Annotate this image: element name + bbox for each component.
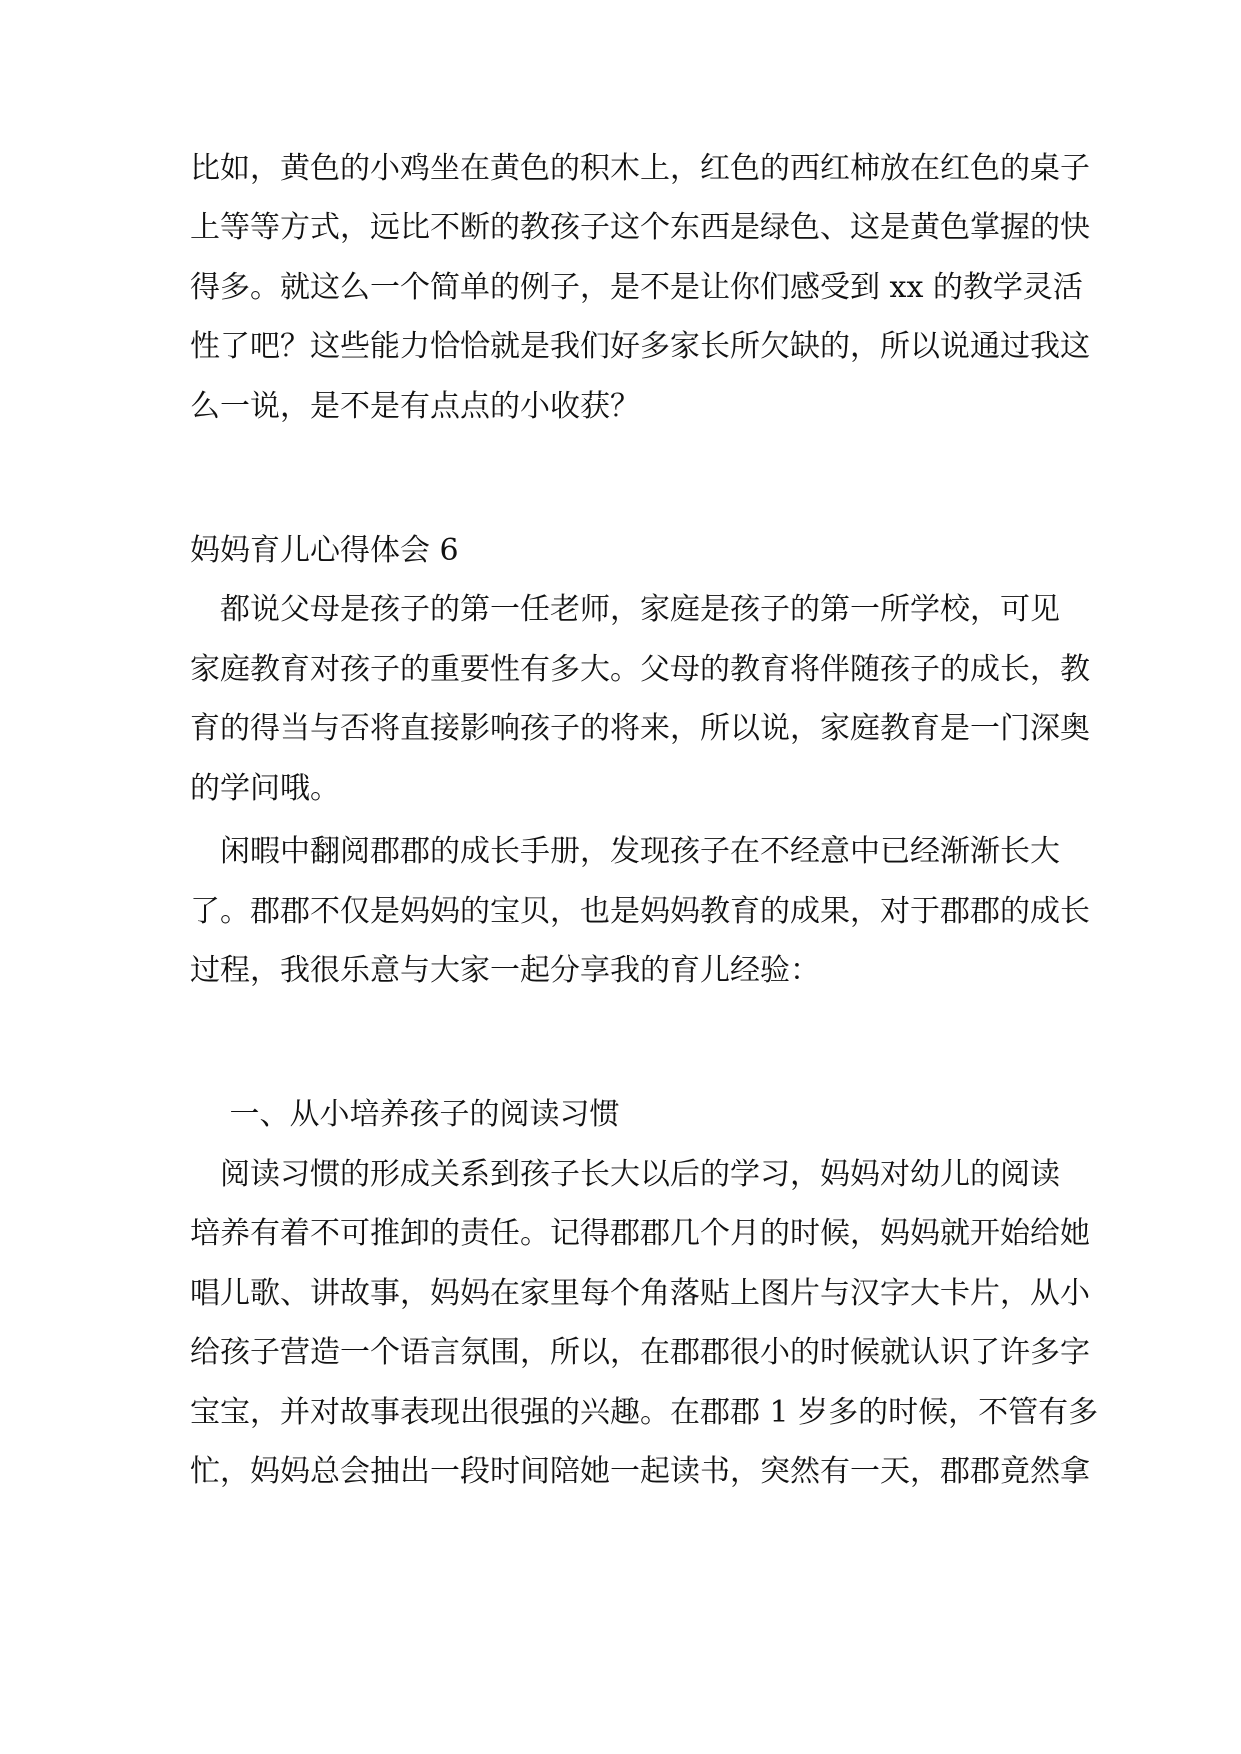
paragraph-1-line-1: 比如，黄色的小鸡坐在黄色的积木上，红色的西红柿放在红色的桌子 <box>190 151 1090 186</box>
paragraph-2-line-3: 育的得当与否将直接影响孩子的将来，所以说，家庭教育是一门深奥 <box>190 711 1090 746</box>
paragraph-4-line-4: 给孩子营造一个语言氛围，所以，在郡郡很小的时候就认识了许多字 <box>190 1335 1090 1370</box>
paragraph-2-line-1: 都说父母是孩子的第一任老师，家庭是孩子的第一所学校，可见 <box>190 592 1060 627</box>
paragraph-1-line-4: 性了吧？这些能力恰恰就是我们好多家长所欠缺的，所以说通过我这 <box>190 329 1090 364</box>
paragraph-3-line-1: 闲暇中翻阅郡郡的成长手册，发现孩子在不经意中已经渐渐长大 <box>190 834 1060 869</box>
paragraph-3-line-3: 过程，我很乐意与大家一起分享我的育儿经验： <box>190 953 820 988</box>
paragraph-1-line-3: 得多。就这么一个简单的例子，是不是让你们感受到 xx 的教学灵活 <box>190 270 1083 305</box>
paragraph-2-line-2: 家庭教育对孩子的重要性有多大。父母的教育将伴随孩子的成长，教 <box>190 652 1090 687</box>
paragraph-4-line-2: 培养有着不可推卸的责任。记得郡郡几个月的时候，妈妈就开始给她 <box>190 1216 1090 1251</box>
paragraph-3-line-2: 了。郡郡不仅是妈妈的宝贝，也是妈妈教育的成果，对于郡郡的成长 <box>190 894 1090 929</box>
paragraph-4-line-6: 忙，妈妈总会抽出一段时间陪她一起读书，突然有一天，郡郡竟然拿 <box>190 1454 1090 1489</box>
paragraph-4-line-5: 宝宝，并对故事表现出很强的兴趣。在郡郡 1 岁多的时候，不管有多 <box>190 1395 1099 1430</box>
paragraph-4-line-3: 唱儿歌、讲故事，妈妈在家里每个角落贴上图片与汉字大卡片，从小 <box>190 1276 1090 1311</box>
paragraph-2-line-4: 的学问哦。 <box>190 771 340 806</box>
section-title: 妈妈育儿心得体会 6 <box>190 533 459 568</box>
subheading-reading-habit: 一、从小培养孩子的阅读习惯 <box>190 1097 620 1132</box>
paragraph-1-line-5: 么一说，是不是有点点的小收获？ <box>190 389 640 424</box>
paragraph-1-line-2: 上等等方式，远比不断的教孩子这个东西是绿色、这是黄色掌握的快 <box>190 210 1090 245</box>
paragraph-4-line-1: 阅读习惯的形成关系到孩子长大以后的学习，妈妈对幼儿的阅读 <box>190 1157 1060 1192</box>
